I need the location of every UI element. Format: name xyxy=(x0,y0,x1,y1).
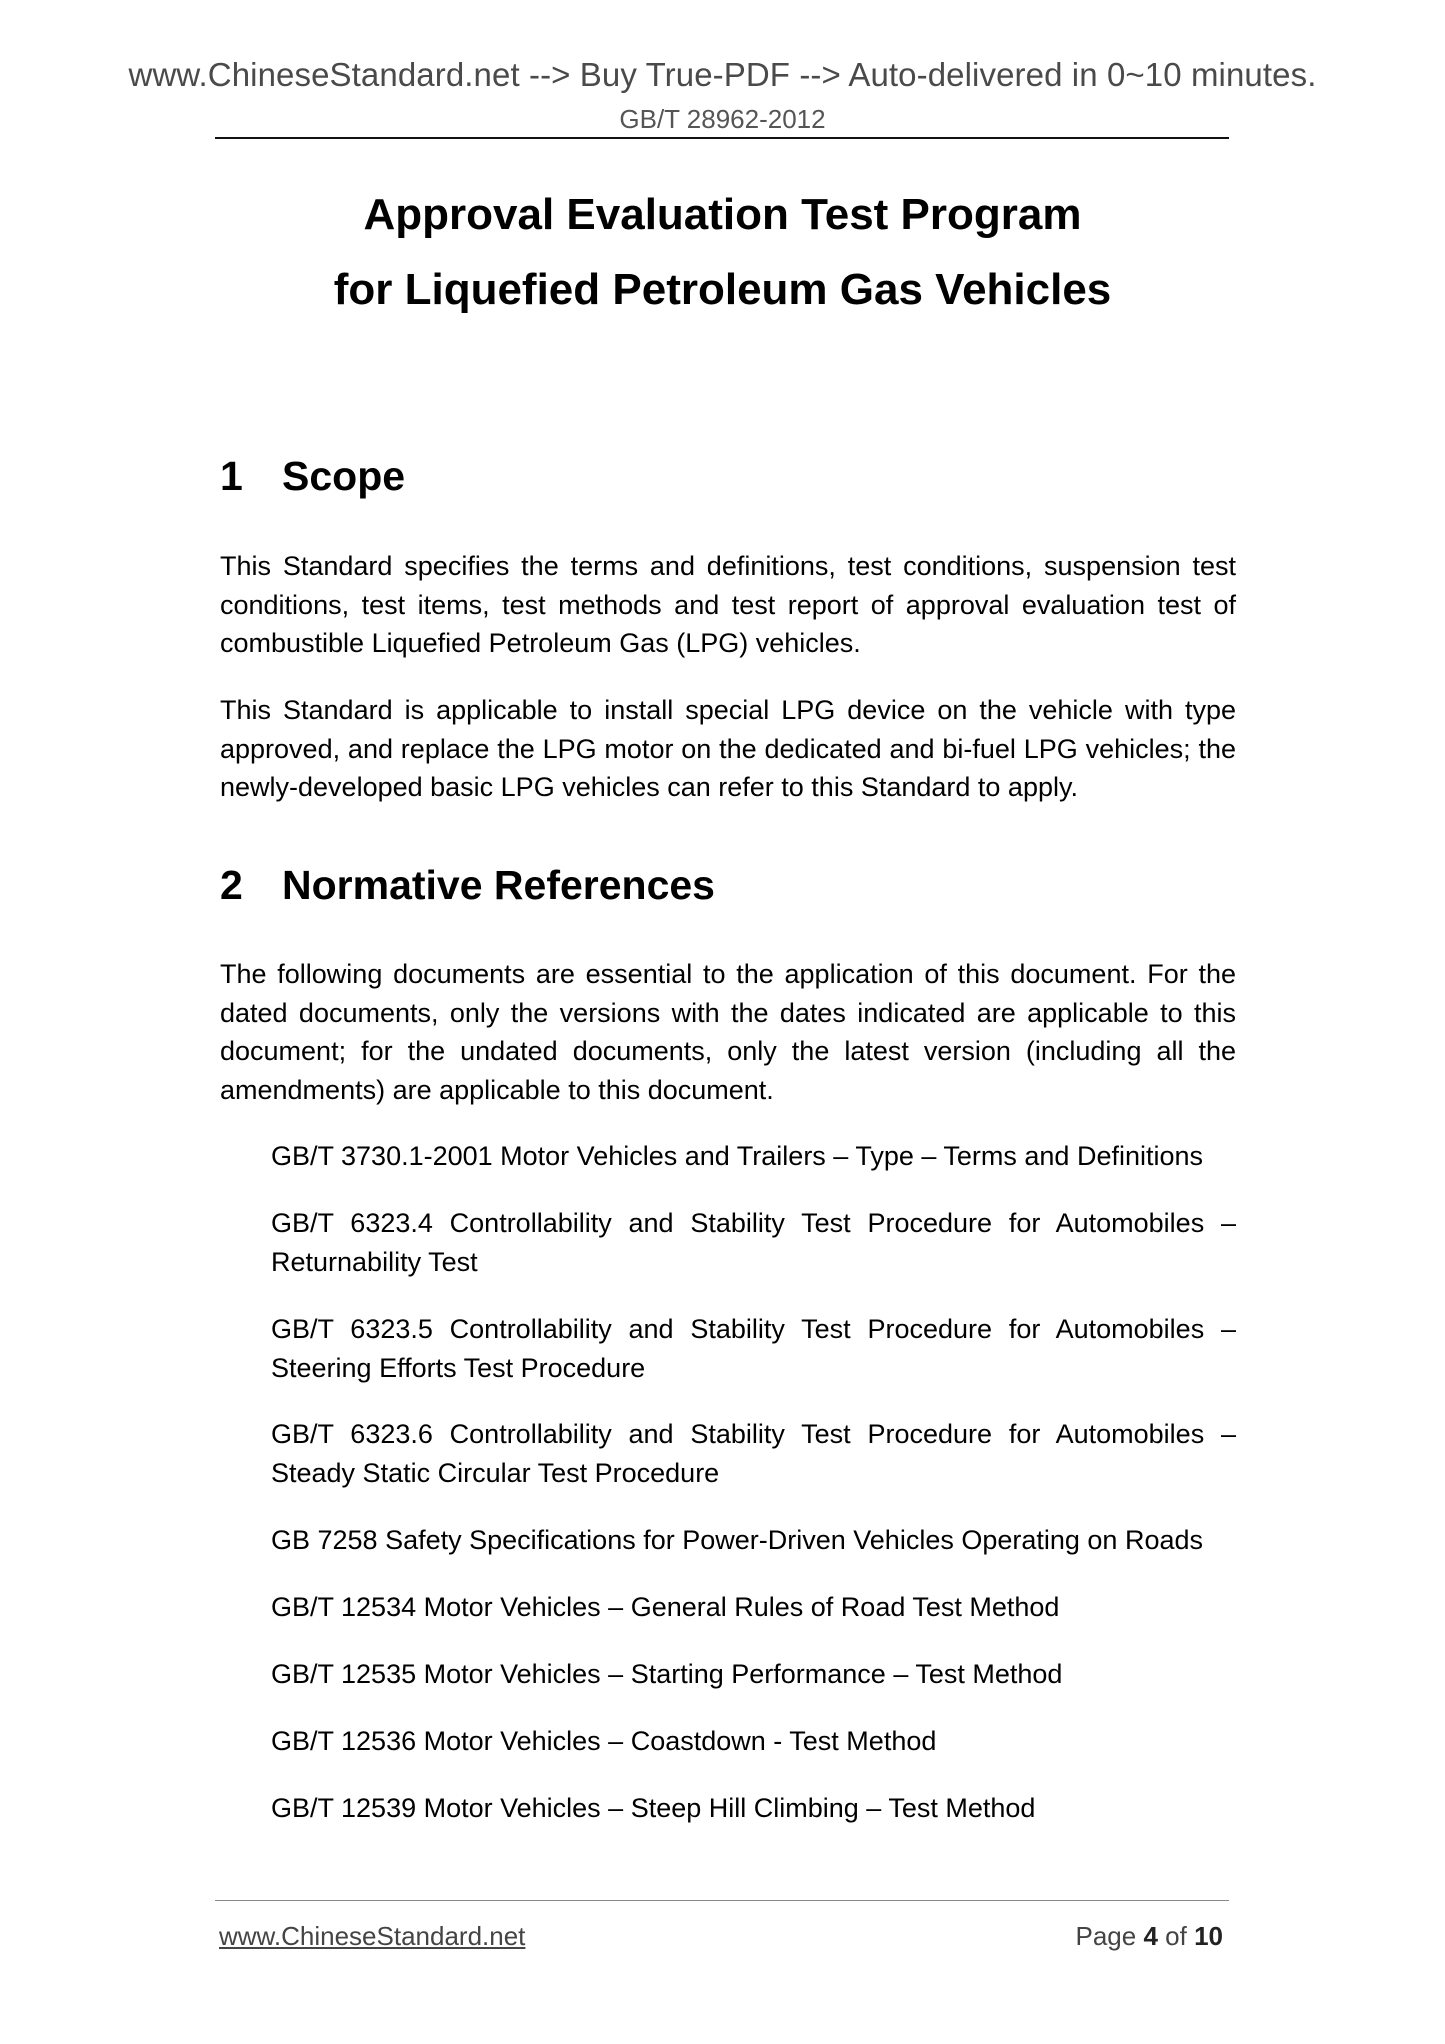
reference-item: GB/T 6323.5 Controllability and Stability Test Procedure for Automobiles – Steering Efforts Test Procedure xyxy=(271,1314,1236,1383)
document-title-line-2: for Liquefied Petroleum Gas Vehicles xyxy=(333,265,1112,314)
header-banner[interactable]: www.ChineseStandard.net --> Buy True-PDF --> Auto-delivered in 0~10 minutes. xyxy=(128,56,1317,93)
header-divider xyxy=(215,137,1229,139)
section-title: Normative References xyxy=(282,862,715,908)
reference-item: GB/T 12535 Motor Vehicles – Starting Performance – Test Method xyxy=(271,1659,1063,1689)
references-intro-paragraph: The following documents are essential to the application of this document. For the dated documents, only the versions with the dates indicated are applicable to this document; for the undated documents, only the latest version (including all the amendments) are applicable to this document. xyxy=(220,959,1236,1105)
section-number: 2 xyxy=(220,862,243,908)
reference-item: GB/T 6323.4 Controllability and Stability Test Procedure for Automobiles – Returnability Test xyxy=(271,1208,1236,1277)
section-heading-scope xyxy=(220,453,405,500)
reference-item: GB 7258 Safety Specifications for Power-Driven Vehicles Operating on Roads xyxy=(271,1525,1203,1555)
section-heading-normative-references xyxy=(220,862,715,909)
section-number: 1 xyxy=(220,453,243,499)
footer-divider xyxy=(215,1900,1229,1901)
section-title: Scope xyxy=(282,453,406,499)
scope-paragraph-2: This Standard is applicable to install special LPG device on the vehicle with type approved, and replace the LPG motor on the dedicated and bi-fuel LPG vehicles; the newly-developed basic LPG vehicles can refer to this Standard to apply. xyxy=(220,695,1236,802)
reference-item: GB/T 12536 Motor Vehicles – Coastdown - Test Method xyxy=(271,1726,937,1756)
page-label: Page xyxy=(1075,1921,1137,1951)
page-number xyxy=(1075,1921,1223,1952)
footer-website-link[interactable]: www.ChineseStandard.net xyxy=(219,1921,526,1951)
document-title-line-1: Approval Evaluation Test Program xyxy=(363,190,1082,239)
reference-item: GB/T 3730.1-2001 Motor Vehicles and Trailers – Type – Terms and Definitions xyxy=(271,1141,1204,1171)
scope-paragraph-1: This Standard specifies the terms and definitions, test conditions, suspension test conditions, test items, test methods and test report of approval evaluation test of combustible Liquefied Petroleum Gas (LPG) vehicles. xyxy=(220,551,1236,658)
reference-item: GB/T 12539 Motor Vehicles – Steep Hill Climbing – Test Method xyxy=(271,1793,1036,1823)
reference-item: GB/T 6323.6 Controllability and Stability Test Procedure for Automobiles – Steady Static Circular Test Procedure xyxy=(271,1419,1236,1488)
page-total: 10 xyxy=(1194,1921,1223,1951)
page-of-label: of xyxy=(1165,1921,1187,1951)
page-current: 4 xyxy=(1143,1921,1158,1951)
reference-item: GB/T 12534 Motor Vehicles – General Rules of Road Test Method xyxy=(271,1592,1060,1622)
standard-code: GB/T 28962-2012 xyxy=(619,104,826,134)
